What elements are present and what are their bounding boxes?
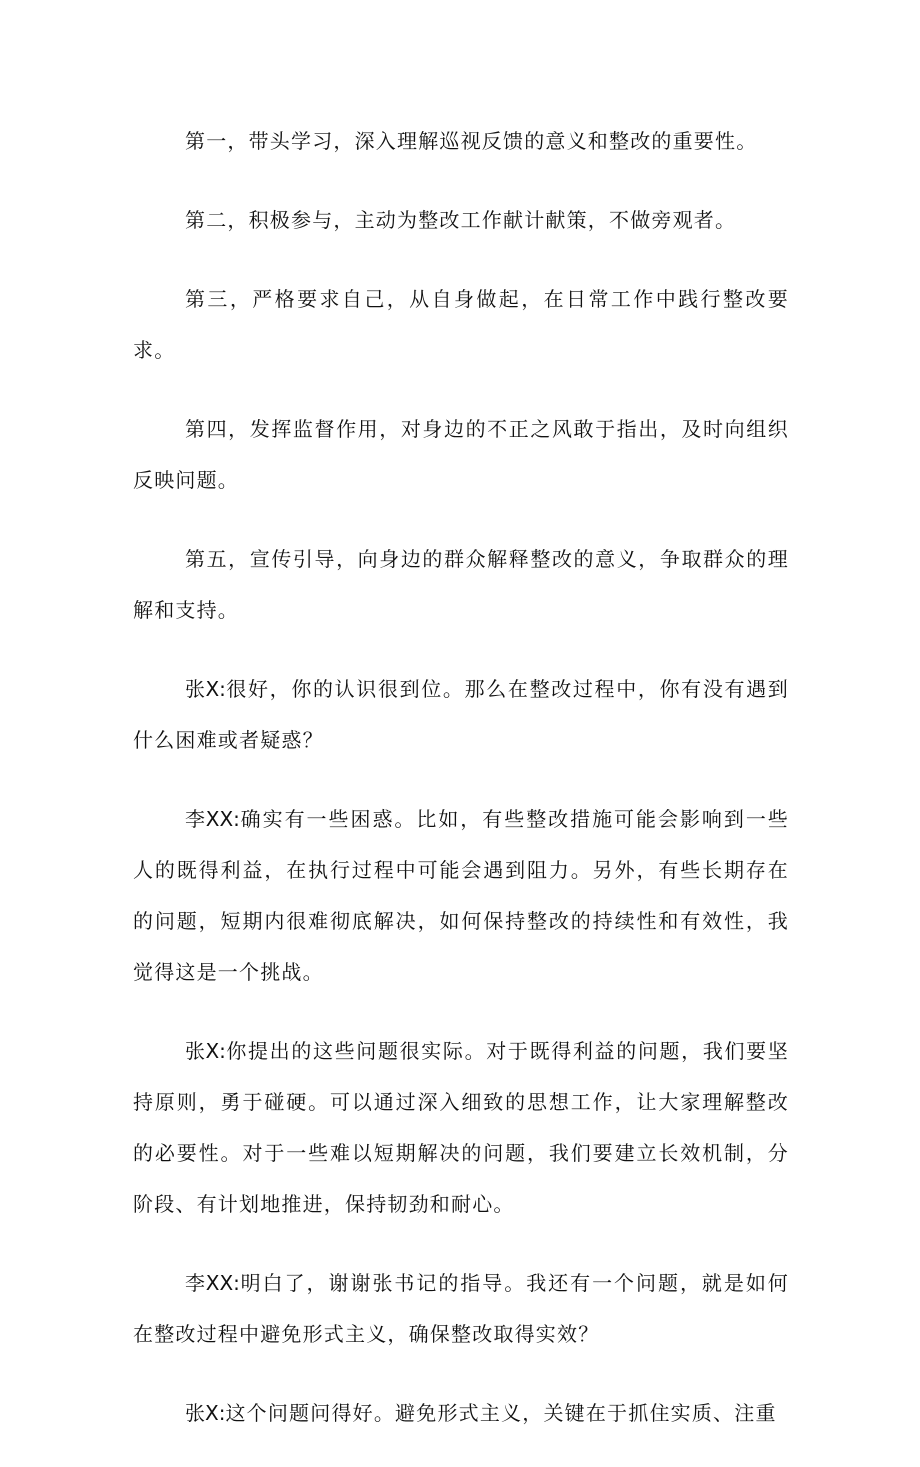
speaker-label: 张X: bbox=[185, 1401, 226, 1425]
paragraph-1 bbox=[133, 116, 789, 167]
paragraph-text: 第二，积极参与，主动为整改工作献计献策，不做旁观者。 bbox=[185, 208, 737, 232]
paragraph-text: 你提出的这些问题很实际。对于既得利益的问题，我们要坚持原则，勇于碰硬。可以通过深入细致的思想工作，让大家理解整改的必要性。对于一些难以短期解决的问题，我们要建立长效机制，分阶段、有计划地推进，保持韧劲和耐心。 bbox=[133, 1039, 789, 1216]
paragraph-text: 第三，严格要求自己，从自身做起，在日常工作中践行整改要求。 bbox=[133, 287, 789, 362]
paragraph-6 bbox=[133, 664, 789, 766]
speaker-label: 李XX: bbox=[185, 807, 240, 831]
paragraph-10 bbox=[133, 1388, 789, 1439]
paragraph-3 bbox=[133, 274, 789, 376]
paragraph-text: 第五，宣传引导，向身边的群众解释整改的意义，争取群众的理解和支持。 bbox=[133, 547, 789, 622]
speaker-label: 张X: bbox=[185, 1039, 226, 1063]
paragraph-8 bbox=[133, 1026, 789, 1230]
paragraph-text: 很好，你的认识很到位。那么在整改过程中，你有没有遇到什么困难或者疑惑？ bbox=[133, 677, 789, 752]
paragraph-text: 第四，发挥监督作用，对身边的不正之风敢于指出，及时向组织反映问题。 bbox=[133, 417, 789, 492]
paragraph-text: 这个问题问得好。避免形式主义，关键在于抓住实质、注重 bbox=[225, 1401, 777, 1425]
speaker-label: 张X: bbox=[185, 677, 226, 701]
document-body bbox=[133, 116, 789, 1467]
paragraph-text: 明白了，谢谢张书记的指导。我还有一个问题，就是如何在整改过程中避免形式主义，确保整改取得实效？ bbox=[133, 1271, 790, 1346]
paragraph-text: 确实有一些困惑。比如，有些整改措施可能会影响到一些人的既得利益，在执行过程中可能会遇到阻力。另外，有些长期存在的问题，短期内很难彻底解决，如何保持整改的持续性和有效性，我觉得这是一个挑战。 bbox=[133, 807, 790, 984]
paragraph-5 bbox=[133, 534, 789, 636]
paragraph-text: 第一，带头学习，深入理解巡视反馈的意义和整改的重要性。 bbox=[185, 129, 758, 153]
paragraph-4 bbox=[133, 404, 789, 506]
paragraph-9 bbox=[133, 1258, 789, 1360]
paragraph-2 bbox=[133, 195, 789, 246]
speaker-label: 李XX: bbox=[185, 1271, 240, 1295]
paragraph-7 bbox=[133, 794, 789, 998]
